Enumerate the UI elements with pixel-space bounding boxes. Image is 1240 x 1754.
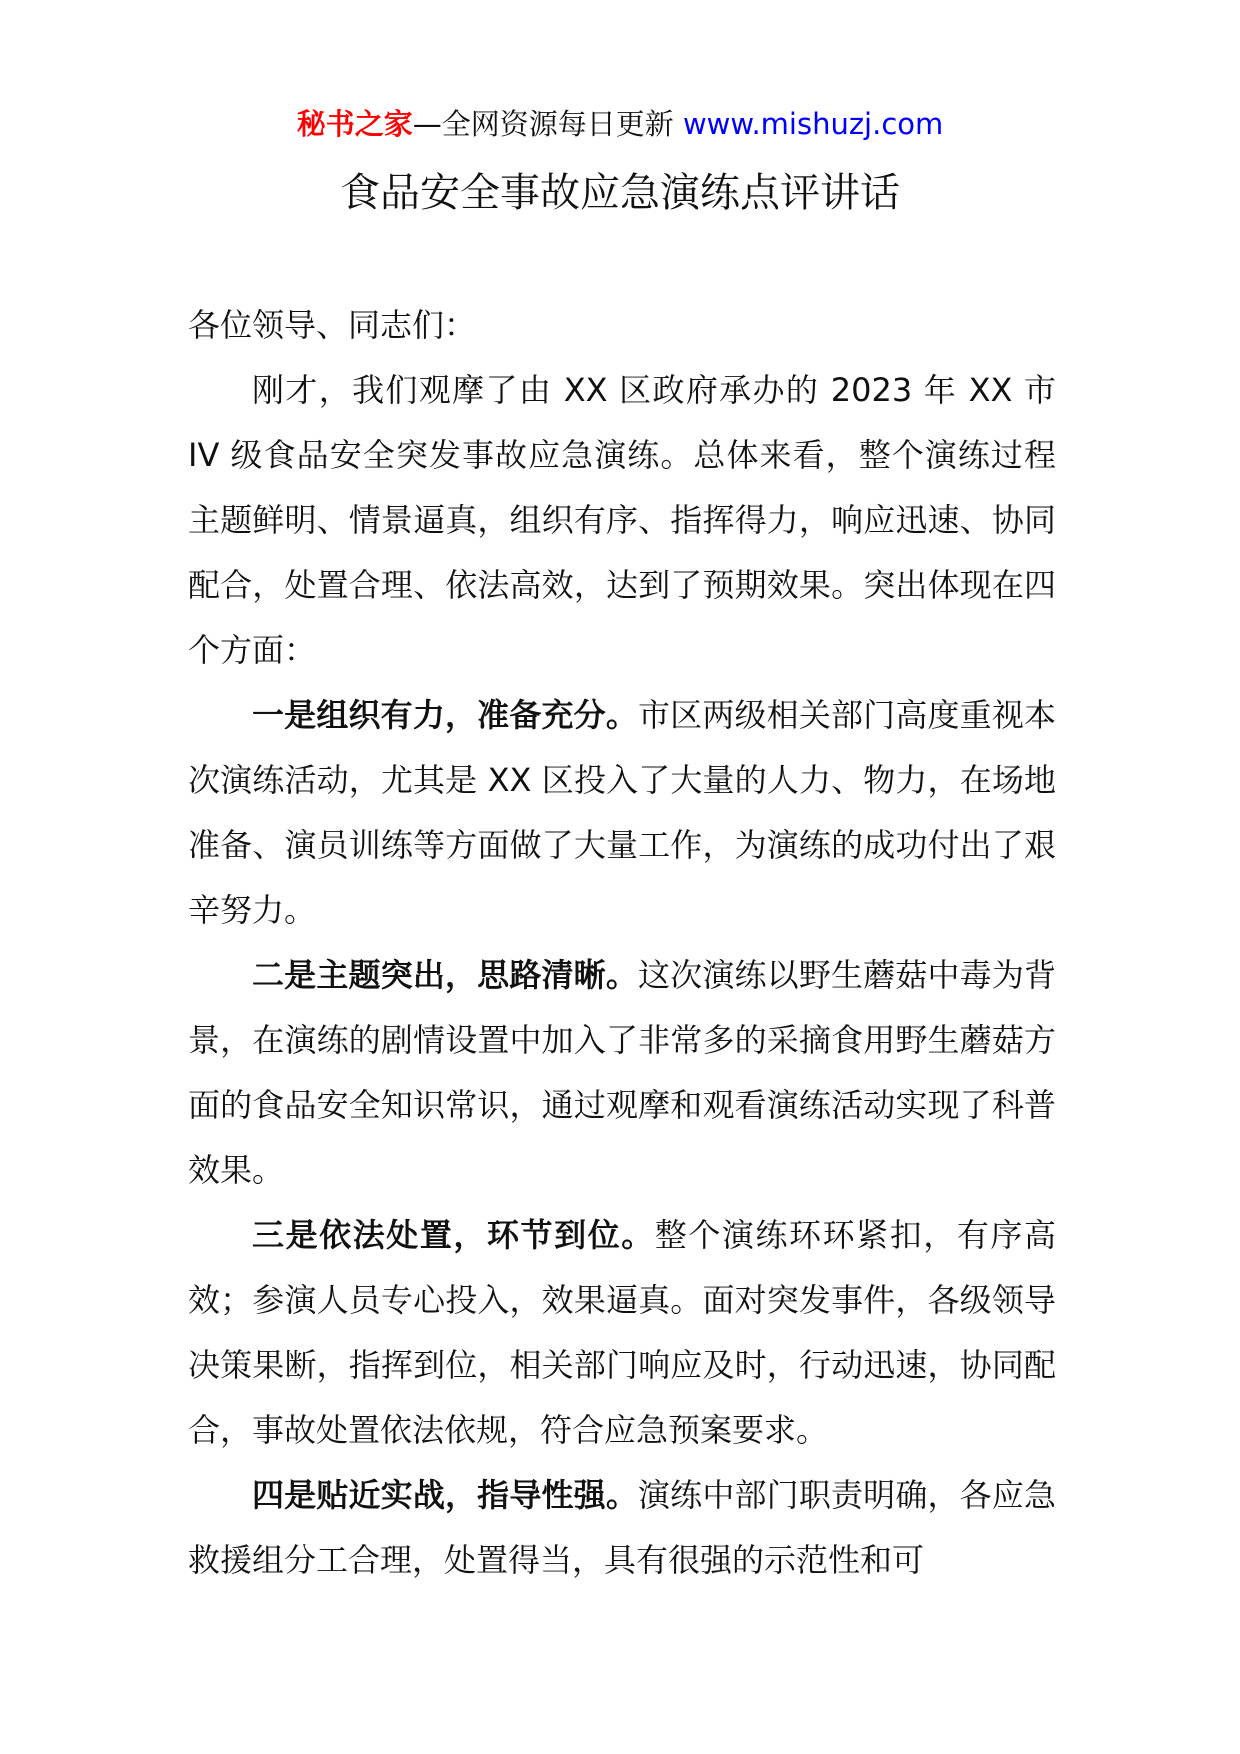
paragraph-text: 市区两级相关部门高度重视本次演练活动，尤其是 XX 区投入了大量的人力、物力，在场地准备、演员训练等方面做了大量工作，为演练的成功付出了艰辛努力。 — [188, 696, 1056, 929]
paragraph-lead: 一是组织有力，准备充分。 — [252, 696, 638, 734]
paragraph-point-3 — [188, 1203, 1056, 1463]
paragraph-lead: 四是贴近实战，指导性强。 — [252, 1476, 638, 1514]
site-slogan: —全网资源每日更新 — [412, 107, 674, 141]
paragraph-text: 刚才，我们观摩了由 XX 区政府承办的 2023 年 XX 市 IV 级食品安全突发事故应急演练。总体来看，整个演练过程主题鲜明、情景逼真，组织有序、指挥得力，响应迅速、协同配合，处置合理、依法高效，达到了预期效果。突出体现在四个方面： — [188, 371, 1056, 669]
paragraph-intro — [188, 358, 1056, 683]
paragraph-point-2 — [188, 943, 1056, 1203]
paragraph-text: 这次演练以野生蘑菇中毒为背景，在演练的剧情设置中加入了非常多的采摘食用野生蘑菇方面的食品安全知识常识，通过观摩和观看演练活动实现了科普效果。 — [188, 956, 1056, 1189]
document-title: 食品安全事故应急演练点评讲话 — [340, 170, 900, 216]
site-header — [0, 100, 1240, 148]
paragraph-point-4 — [188, 1463, 1056, 1593]
site-brand: 秘书之家 — [296, 107, 413, 141]
paragraph-point-1 — [188, 683, 1056, 943]
paragraph-lead: 三是依法处置，环节到位。 — [252, 1216, 655, 1254]
site-url-link[interactable]: www.mishuzj.com — [682, 107, 944, 141]
paragraph-text: 整个演练环环紧扣，有序高效；参演人员专心投入，效果逼真。面对突发事件，各级领导决策果断，指挥到位，相关部门响应及时，行动迅速，协同配合，事故处置依法依规，符合应急预案要求。 — [188, 1216, 1056, 1449]
paragraph-text: 演练中部门职责明确，各应急救援组分工合理，处置得当，具有很强的示范性和可 — [188, 1476, 1056, 1579]
document-body — [188, 293, 1056, 1593]
paragraph-lead: 二是主题突出，思路清晰。 — [252, 956, 638, 994]
greeting: 各位领导、同志们： — [188, 306, 477, 344]
